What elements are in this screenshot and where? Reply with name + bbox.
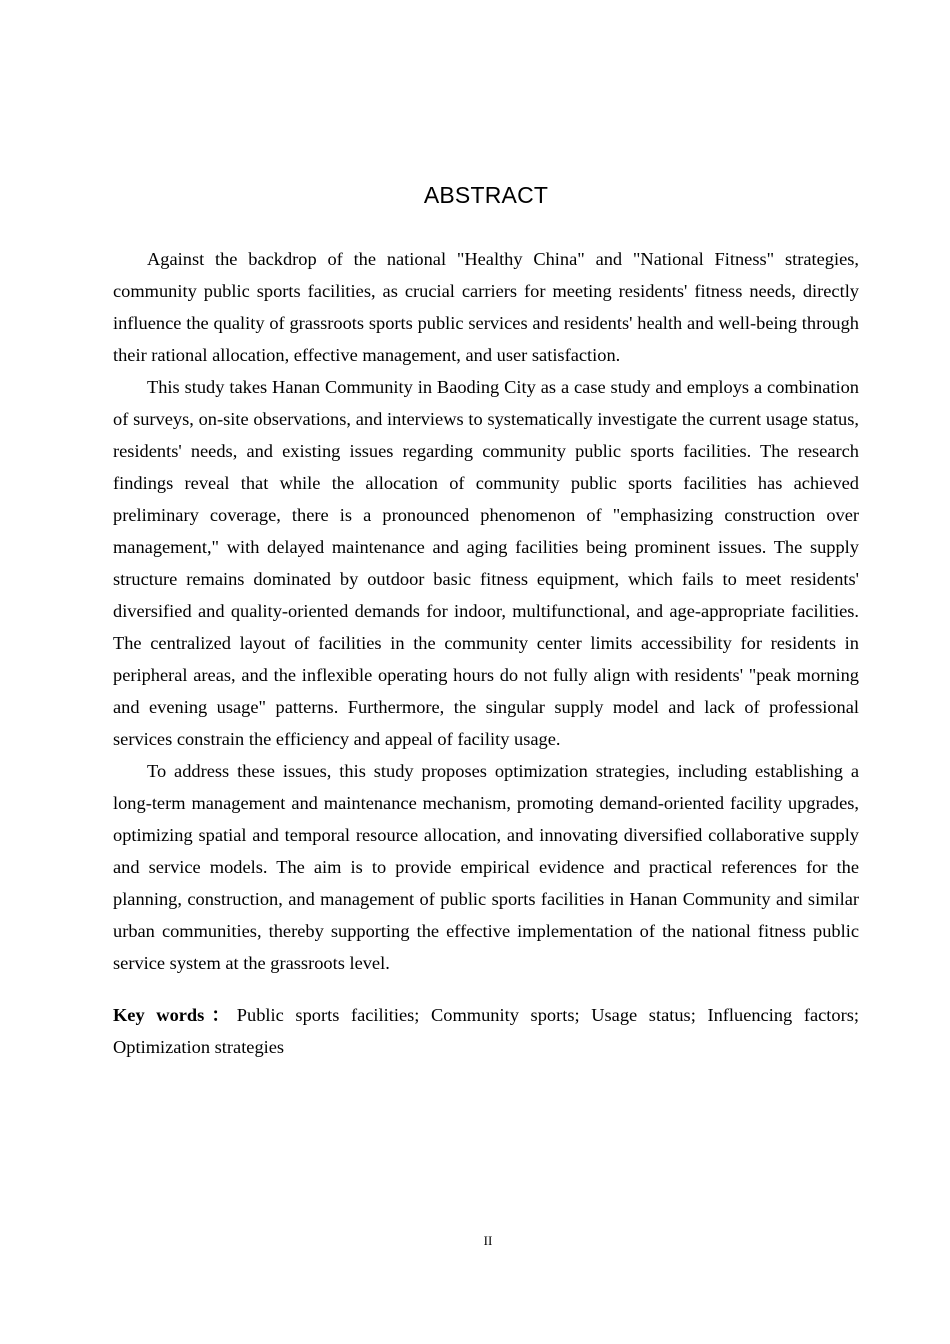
page-number: II (483, 1233, 493, 1248)
abstract-paragraph-1: Against the backdrop of the national "Healthy China" and "National Fitness" strategies, community public sports facilities, as crucial carriers for meeting residents' fitness needs, directly influence the quality of grassroots sports public services and residents' health and well-being through their rational allocation, effective management, and user satisfaction. (113, 249, 859, 365)
abstract-title: ABSTRACT (423, 182, 549, 208)
keywords-label: Key words： (113, 1005, 237, 1025)
keywords-line (113, 999, 859, 1063)
abstract-body (113, 243, 859, 979)
keywords-text: Public sports facilities; Community sports; Usage status; Influencing factors; Optimization strategies (113, 1005, 859, 1057)
abstract-paragraph-2: This study takes Hanan Community in Baoding City as a case study and employs a combination of surveys, on-site observations, and interviews to systematically investigate the current usage status, residents' needs, and existing issues regarding community public sports facilities. The research findings reveal that while the allocation of community public sports facilities has achieved preliminary coverage, there is a pronounced phenomenon of "emphasizing construction over management," with delayed maintenance and aging facilities being prominent issues. The supply structure remains dominated by outdoor basic fitness equipment, which fails to meet residents' diversified and quality-oriented demands for indoor, multifunctional, and age-appropriate facilities. The centralized layout of facilities in the community center limits accessibility for residents in peripheral areas, and the inflexible operating hours do not fully align with residents' "peak morning and evening usage" patterns. Furthermore, the singular supply model and lack of professional services constrain the efficiency and appeal of facility usage. (113, 377, 859, 749)
abstract-paragraph-3: To address these issues, this study proposes optimization strategies, including establishing a long-term management and maintenance mechanism, promoting demand-oriented facility upgrades, optimizing spatial and temporal resource allocation, and innovating diversified collaborative supply and service models. The aim is to provide empirical evidence and practical references for the planning, construction, and management of public sports facilities in Hanan Community and similar urban communities, thereby supporting the effective implementation of the national fitness public service system at the grassroots level. (113, 761, 859, 973)
